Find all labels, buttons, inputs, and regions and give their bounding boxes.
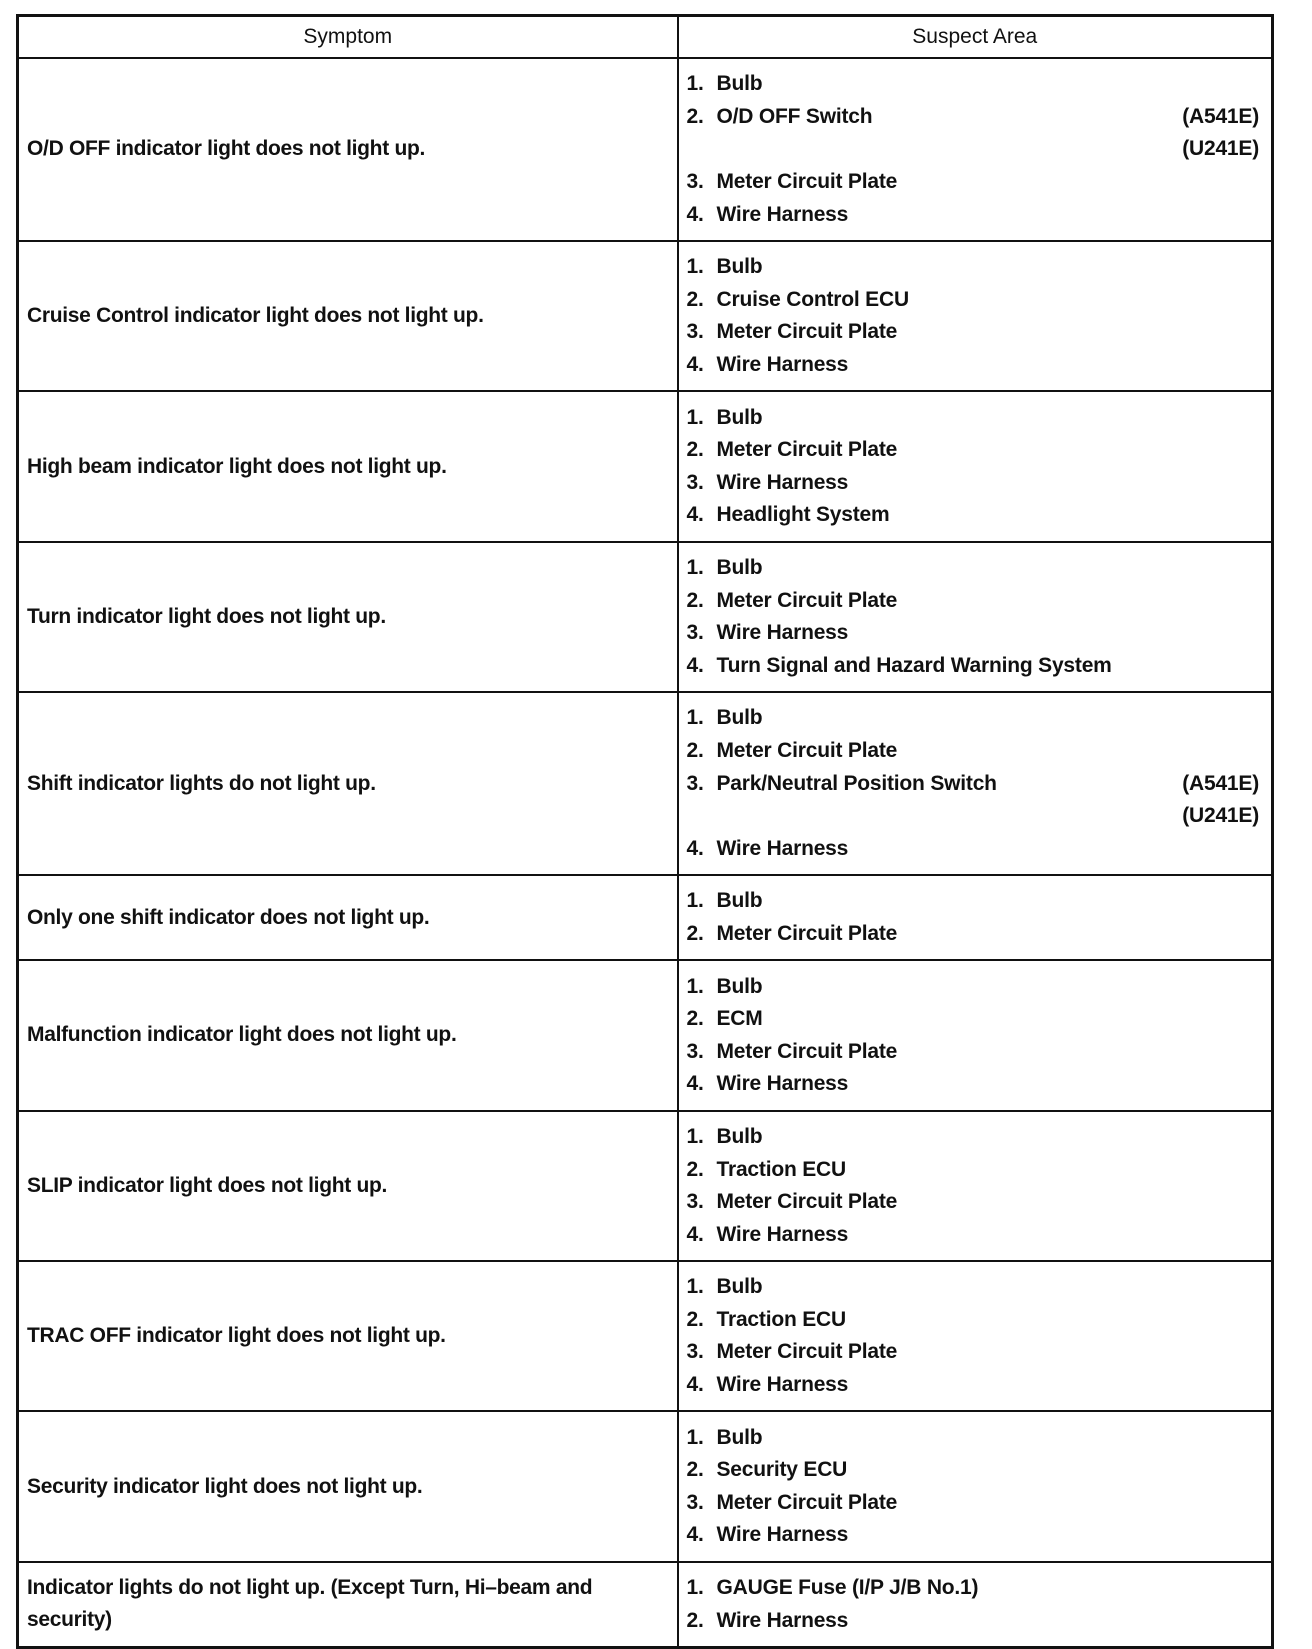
- suspect-item: [687, 1121, 1260, 1154]
- item-number: 3.: [686, 1039, 704, 1063]
- suspect-area-cell: [678, 391, 1273, 541]
- suspect-area-cell: [678, 58, 1273, 241]
- item-number: 3.: [686, 771, 704, 795]
- item-number: 3.: [686, 1340, 704, 1364]
- symptom-cell: Turn indicator light does not light up.: [18, 542, 678, 692]
- item-text: Meter Circuit Plate: [716, 1340, 898, 1364]
- symptom-cell: High beam indicator light does not light up.: [18, 391, 678, 541]
- item-number: 1.: [686, 1275, 704, 1299]
- item-text: Wire Harness: [716, 1608, 849, 1632]
- suspect-area-cell: [678, 1111, 1273, 1261]
- symptom-cell: Security indicator light does not light up.: [18, 1411, 678, 1561]
- table-row: [18, 875, 1273, 960]
- suspect-item: [687, 1186, 1260, 1219]
- item-text: O/D OFF Switch: [716, 104, 873, 128]
- suspect-item: [687, 650, 1260, 683]
- symptom-cell: SLIP indicator light does not light up.: [18, 1111, 678, 1261]
- table-row: [18, 692, 1273, 875]
- item-number: 4.: [686, 1523, 704, 1547]
- suspect-item: [687, 617, 1260, 650]
- item-number: 3.: [686, 1490, 704, 1514]
- item-number: 4.: [686, 503, 704, 527]
- suspect-item: [687, 767, 1260, 800]
- table-row: [18, 960, 1273, 1110]
- suspect-item: [687, 1454, 1260, 1487]
- item-text: Bulb: [716, 1425, 763, 1449]
- suspect-area-cell: [678, 960, 1273, 1110]
- table-row: [18, 542, 1273, 692]
- item-text: Wire Harness: [716, 1373, 849, 1397]
- suspect-item: [687, 918, 1260, 951]
- item-number: 2.: [686, 1007, 704, 1031]
- suspect-item: [687, 251, 1260, 284]
- item-text: Meter Circuit Plate: [716, 438, 898, 462]
- suspect-area-cell: [678, 542, 1273, 692]
- suspect-area-cell: [678, 1411, 1273, 1561]
- item-text: Wire Harness: [716, 470, 849, 494]
- item-text: Security ECU: [716, 1458, 848, 1482]
- item-text: Bulb: [716, 974, 763, 998]
- item-text: Bulb: [716, 706, 763, 730]
- suspect-item: [687, 702, 1260, 735]
- item-number: 2.: [686, 1458, 704, 1482]
- suspect-item: [687, 401, 1260, 434]
- suspect-item: [687, 68, 1260, 101]
- suspect-item: [687, 1519, 1260, 1552]
- item-number: 4.: [686, 1373, 704, 1397]
- suspect-item: [687, 1035, 1260, 1068]
- item-text: Meter Circuit Plate: [716, 1039, 898, 1063]
- item-text: Bulb: [716, 889, 763, 913]
- suspect-item: [687, 552, 1260, 585]
- suspect-item: [687, 316, 1260, 349]
- item-text: Park/Neutral Position Switch: [716, 771, 997, 795]
- suspect-area-cell: [678, 241, 1273, 391]
- symptom-cell: Only one shift indicator does not light up.: [18, 875, 678, 960]
- item-text: Bulb: [716, 1124, 763, 1148]
- symptom-cell: Cruise Control indicator light does not light up.: [18, 241, 678, 391]
- item-number: 1.: [686, 889, 704, 913]
- item-number: 1.: [686, 72, 704, 96]
- item-number: 2.: [686, 438, 704, 462]
- item-number: 3.: [686, 170, 704, 194]
- table-row: [18, 391, 1273, 541]
- suspect-area-cell: [678, 875, 1273, 960]
- suspect-item: [687, 1271, 1260, 1304]
- item-number: 2.: [686, 1608, 704, 1632]
- suspect-item: [687, 1218, 1260, 1251]
- suspect-item: [687, 349, 1260, 382]
- item-number: 2.: [686, 1307, 704, 1331]
- item-model-note: (U241E): [1182, 137, 1259, 161]
- suspect-item: [687, 1369, 1260, 1402]
- item-text: Wire Harness: [716, 621, 849, 645]
- suspect-item: [687, 1336, 1260, 1369]
- suspect-item: [687, 284, 1260, 317]
- suspect-item: [687, 885, 1260, 918]
- suspect-item: [687, 800, 1260, 833]
- item-text: Meter Circuit Plate: [716, 320, 898, 344]
- item-number: 2.: [686, 588, 704, 612]
- item-text: Meter Circuit Plate: [716, 1190, 898, 1214]
- item-text: Traction ECU: [716, 1307, 846, 1331]
- symptom-cell: Shift indicator lights do not light up.: [18, 692, 678, 875]
- symptom-cell: Indicator lights do not light up. (Except Turn, Hi–beam and security): [18, 1562, 678, 1648]
- symptom-cell: O/D OFF indicator light does not light up.: [18, 58, 678, 241]
- suspect-item: [687, 1421, 1260, 1454]
- item-text: GAUGE Fuse (I/P J/B No.1): [716, 1576, 979, 1600]
- item-number: 1.: [686, 556, 704, 580]
- suspect-area-header: Suspect Area: [678, 16, 1273, 59]
- item-text: Bulb: [716, 255, 763, 279]
- item-text: Meter Circuit Plate: [716, 588, 898, 612]
- item-text: Bulb: [716, 1275, 763, 1299]
- table-row: [18, 58, 1273, 241]
- item-text: Cruise Control ECU: [716, 287, 909, 311]
- item-number: 3.: [686, 470, 704, 494]
- item-text: Wire Harness: [716, 1222, 849, 1246]
- suspect-item: [687, 166, 1260, 199]
- table-row: [18, 1111, 1273, 1261]
- item-number: 3.: [686, 320, 704, 344]
- item-number: 4.: [686, 353, 704, 377]
- item-number: 1.: [686, 255, 704, 279]
- item-text: Wire Harness: [716, 836, 849, 860]
- item-number: 2.: [686, 104, 704, 128]
- suspect-item: [687, 467, 1260, 500]
- suspect-item: [687, 1487, 1260, 1520]
- item-text: Meter Circuit Plate: [716, 921, 898, 945]
- item-number: 1.: [686, 1576, 704, 1600]
- item-number: 1.: [686, 405, 704, 429]
- item-number: 3.: [686, 1190, 704, 1214]
- table-row: [18, 1261, 1273, 1411]
- item-number: 4.: [686, 1222, 704, 1246]
- suspect-area-cell: [678, 692, 1273, 875]
- suspect-area-cell: [678, 1261, 1273, 1411]
- item-model-note: (A541E): [1182, 771, 1259, 795]
- suspect-item: [687, 434, 1260, 467]
- table-row: [18, 241, 1273, 391]
- item-model-note: (U241E): [1182, 804, 1259, 828]
- item-number: 2.: [686, 921, 704, 945]
- suspect-item: [687, 101, 1260, 134]
- table-header-row: [18, 16, 1273, 59]
- item-number: 4.: [686, 1072, 704, 1096]
- item-text: Turn Signal and Hazard Warning System: [716, 653, 1112, 677]
- suspect-item: [687, 1003, 1260, 1036]
- table-row: [18, 1562, 1273, 1648]
- item-text: Meter Circuit Plate: [716, 170, 898, 194]
- item-text: Bulb: [716, 72, 763, 96]
- item-number: 1.: [686, 706, 704, 730]
- item-text: Wire Harness: [716, 1523, 849, 1547]
- item-text: Bulb: [716, 556, 763, 580]
- suspect-item: [687, 1153, 1260, 1186]
- suspect-item: [687, 1572, 1260, 1605]
- item-number: 4.: [686, 653, 704, 677]
- suspect-item: [687, 133, 1260, 166]
- table-body: [18, 58, 1273, 1647]
- item-model-note: (A541E): [1182, 104, 1259, 128]
- suspect-item: [687, 970, 1260, 1003]
- table-row: [18, 1411, 1273, 1561]
- item-text: Bulb: [716, 405, 763, 429]
- item-number: 2.: [686, 1157, 704, 1181]
- item-number: 3.: [686, 621, 704, 645]
- suspect-item: [687, 499, 1260, 532]
- item-text: Wire Harness: [716, 1072, 849, 1096]
- item-number: 4.: [686, 836, 704, 860]
- suspect-item: [687, 735, 1260, 768]
- symptom-header: Symptom: [18, 16, 678, 59]
- item-text: Headlight System: [716, 503, 890, 527]
- item-text: Wire Harness: [716, 353, 849, 377]
- item-text: Wire Harness: [716, 202, 849, 226]
- symptom-cell: Malfunction indicator light does not light up.: [18, 960, 678, 1110]
- suspect-item: [687, 584, 1260, 617]
- suspect-item: [687, 1304, 1260, 1337]
- item-text: Meter Circuit Plate: [716, 1490, 898, 1514]
- suspect-area-cell: [678, 1562, 1273, 1648]
- item-text: Traction ECU: [716, 1157, 846, 1181]
- suspect-item: [687, 832, 1260, 865]
- item-number: 4.: [686, 202, 704, 226]
- symptom-cell: TRAC OFF indicator light does not light up.: [18, 1261, 678, 1411]
- item-number: 1.: [686, 1124, 704, 1148]
- item-number: 2.: [686, 738, 704, 762]
- suspect-item: [687, 198, 1260, 231]
- item-number: 2.: [686, 287, 704, 311]
- item-number: 1.: [686, 974, 704, 998]
- suspect-item: [687, 1604, 1260, 1637]
- item-number: 1.: [686, 1425, 704, 1449]
- troubleshooting-table: [16, 14, 1274, 1649]
- item-text: ECM: [716, 1007, 763, 1031]
- suspect-item: [687, 1068, 1260, 1101]
- item-text: Meter Circuit Plate: [716, 738, 898, 762]
